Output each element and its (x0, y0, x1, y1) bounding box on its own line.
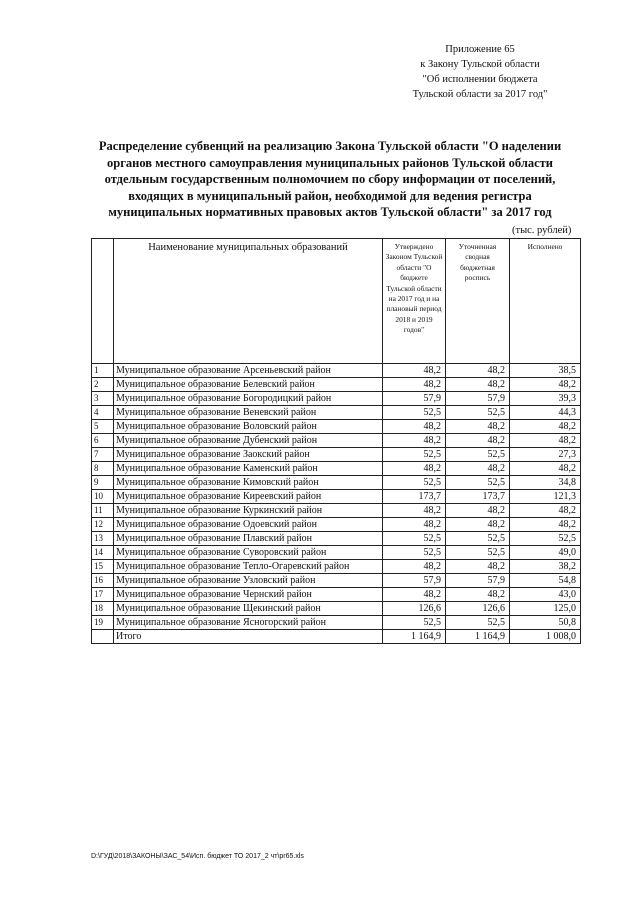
table-row (92, 448, 581, 462)
refined-value: 52,5 (446, 406, 510, 420)
refined-value: 48,2 (446, 518, 510, 532)
refined-value: 126,6 (446, 602, 510, 616)
refined-value: 48,2 (446, 462, 510, 476)
row-index: 13 (92, 532, 114, 546)
municipality-name: Муниципальное образование Одоевский район (114, 518, 383, 532)
title-line: входящих в муниципальный район, необходимой для ведения регистра (128, 188, 532, 203)
refined-value: 57,9 (446, 392, 510, 406)
refined-value: 48,2 (446, 364, 510, 378)
table-row (92, 588, 581, 602)
appendix-line: к Закону Тульской области (420, 59, 540, 70)
header-approved: Утверждено Законом Тульской области "О бюджете Тульской области на 2017 год и на плановый период 2018 и 2019 годов" (383, 239, 446, 364)
table-row (92, 630, 581, 644)
approved-value: 48,2 (383, 560, 446, 574)
municipality-name: Муниципальное образование Арсеньевский район (114, 364, 383, 378)
row-index: 7 (92, 448, 114, 462)
row-index: 2 (92, 378, 114, 392)
approved-value: 52,5 (383, 406, 446, 420)
refined-value: 1 164,9 (446, 630, 510, 644)
refined-value: 48,2 (446, 504, 510, 518)
executed-value: 48,2 (510, 462, 581, 476)
table-row (92, 504, 581, 518)
title-line: отдельным государственным полномочием по сбору информации от поселений, (104, 172, 556, 187)
executed-value: 48,2 (510, 378, 581, 392)
approved-value: 57,9 (383, 574, 446, 588)
units-label: (тыс. рублей) (512, 225, 572, 236)
table-body (92, 364, 581, 644)
municipality-name: Итого (114, 630, 383, 644)
row-index: 10 (92, 490, 114, 504)
row-index: 17 (92, 588, 114, 602)
appendix-line: Тульской области за 2017 год" (412, 89, 548, 100)
title-line: органов местного самоуправления муниципальных районов Тульской области (107, 155, 553, 170)
approved-value: 48,2 (383, 364, 446, 378)
table-row (92, 560, 581, 574)
row-index: 15 (92, 560, 114, 574)
refined-value: 48,2 (446, 420, 510, 434)
municipality-name: Муниципальное образование Богородицкий район (114, 392, 383, 406)
executed-value: 1 008,0 (510, 630, 581, 644)
municipality-name: Муниципальное образование Дубенский район (114, 434, 383, 448)
row-index: 14 (92, 546, 114, 560)
header-name: Наименование муниципальных образований (114, 239, 383, 364)
table-row (92, 518, 581, 532)
executed-value: 54,8 (510, 574, 581, 588)
executed-value: 38,5 (510, 364, 581, 378)
municipality-name: Муниципальное образование Куркинский район (114, 504, 383, 518)
municipality-name: Муниципальное образование Воловский район (114, 420, 383, 434)
refined-value: 57,9 (446, 574, 510, 588)
refined-value: 52,5 (446, 532, 510, 546)
executed-value: 34,8 (510, 476, 581, 490)
table-row (92, 462, 581, 476)
table-row (92, 602, 581, 616)
municipality-name: Муниципальное образование Каменский район (114, 462, 383, 476)
refined-value: 48,2 (446, 378, 510, 392)
table-row (92, 574, 581, 588)
table-row (92, 420, 581, 434)
executed-value: 49,0 (510, 546, 581, 560)
municipality-name: Муниципальное образование Киреевский район (114, 490, 383, 504)
header-index (92, 239, 114, 364)
table-row (92, 546, 581, 560)
municipality-name: Муниципальное образование Узловский район (114, 574, 383, 588)
row-index: 4 (92, 406, 114, 420)
municipality-name: Муниципальное образование Суворовский район (114, 546, 383, 560)
header-refined: Уточненная сводная бюджетная роспись (446, 239, 510, 364)
header-row (92, 239, 581, 364)
approved-value: 173,7 (383, 490, 446, 504)
approved-value: 52,5 (383, 532, 446, 546)
refined-value: 52,5 (446, 616, 510, 630)
municipality-name: Муниципальное образование Белевский район (114, 378, 383, 392)
executed-value: 52,5 (510, 532, 581, 546)
table-row (92, 434, 581, 448)
title-line: Распределение субвенций на реализацию Закона Тульской области "О наделении (98, 139, 562, 153)
refined-value: 52,5 (446, 546, 510, 560)
municipality-name: Муниципальное образование Плавский район (114, 532, 383, 546)
approved-value: 1 164,9 (383, 630, 446, 644)
municipality-name: Муниципальное образование Ясногорский район (114, 616, 383, 630)
municipality-name: Муниципальное образование Щекинский район (114, 602, 383, 616)
appendix-line: Приложение 65 (445, 44, 515, 55)
row-index: 1 (92, 364, 114, 378)
table-row (92, 532, 581, 546)
row-index: 8 (92, 462, 114, 476)
table-row (92, 392, 581, 406)
row-index: 3 (92, 392, 114, 406)
row-index: 16 (92, 574, 114, 588)
executed-value: 43,0 (510, 588, 581, 602)
executed-value: 38,2 (510, 560, 581, 574)
approved-value: 48,2 (383, 518, 446, 532)
executed-value: 27,3 (510, 448, 581, 462)
municipality-name: Муниципальное образование Чернский район (114, 588, 383, 602)
header-executed: Исполнено (510, 239, 581, 364)
row-index: 19 (92, 616, 114, 630)
table-row (92, 616, 581, 630)
executed-value: 121,3 (510, 490, 581, 504)
title-line: муниципальных нормативных правовых актов Тульской области" за 2017 год (108, 205, 552, 220)
approved-value: 48,2 (383, 434, 446, 448)
municipality-name: Муниципальное образование Веневский район (114, 406, 383, 420)
table-row (92, 364, 581, 378)
table-row (92, 490, 581, 504)
table-row (92, 378, 581, 392)
approved-value: 52,5 (383, 616, 446, 630)
approved-value: 48,2 (383, 420, 446, 434)
approved-value: 126,6 (383, 602, 446, 616)
refined-value: 48,2 (446, 434, 510, 448)
approved-value: 57,9 (383, 392, 446, 406)
executed-value: 39,3 (510, 392, 581, 406)
executed-value: 48,2 (510, 504, 581, 518)
row-index: 12 (92, 518, 114, 532)
subvention-table (91, 238, 581, 644)
approved-value: 48,2 (383, 462, 446, 476)
table-row (92, 476, 581, 490)
refined-value: 48,2 (446, 588, 510, 602)
row-index: 5 (92, 420, 114, 434)
file-path-footer: D:\ГУД\2018\ЗАКОНЫ\ЗАС_54\Исп. бюджет ТО 2017_2 чт\pr65.xls (91, 853, 304, 860)
municipality-name: Муниципальное образование Заокский район (114, 448, 383, 462)
approved-value: 52,5 (383, 546, 446, 560)
executed-value: 48,2 (510, 420, 581, 434)
row-index: 18 (92, 602, 114, 616)
approved-value: 48,2 (383, 504, 446, 518)
row-index: 6 (92, 434, 114, 448)
document-title (90, 138, 570, 221)
approved-value: 48,2 (383, 588, 446, 602)
executed-value: 125,0 (510, 602, 581, 616)
refined-value: 173,7 (446, 490, 510, 504)
municipality-name: Муниципальное образование Кимовский район (114, 476, 383, 490)
row-index: 9 (92, 476, 114, 490)
executed-value: 44,3 (510, 406, 581, 420)
municipality-name: Муниципальное образование Тепло-Огаревский район (114, 560, 383, 574)
appendix-line: "Об исполнении бюджета (422, 74, 538, 85)
table-row (92, 406, 581, 420)
row-index (92, 630, 114, 644)
refined-value: 52,5 (446, 476, 510, 490)
approved-value: 52,5 (383, 448, 446, 462)
executed-value: 48,2 (510, 434, 581, 448)
appendix-note (400, 42, 560, 102)
approved-value: 52,5 (383, 476, 446, 490)
executed-value: 48,2 (510, 518, 581, 532)
row-index: 11 (92, 504, 114, 518)
refined-value: 52,5 (446, 448, 510, 462)
refined-value: 48,2 (446, 560, 510, 574)
approved-value: 48,2 (383, 378, 446, 392)
executed-value: 50,8 (510, 616, 581, 630)
